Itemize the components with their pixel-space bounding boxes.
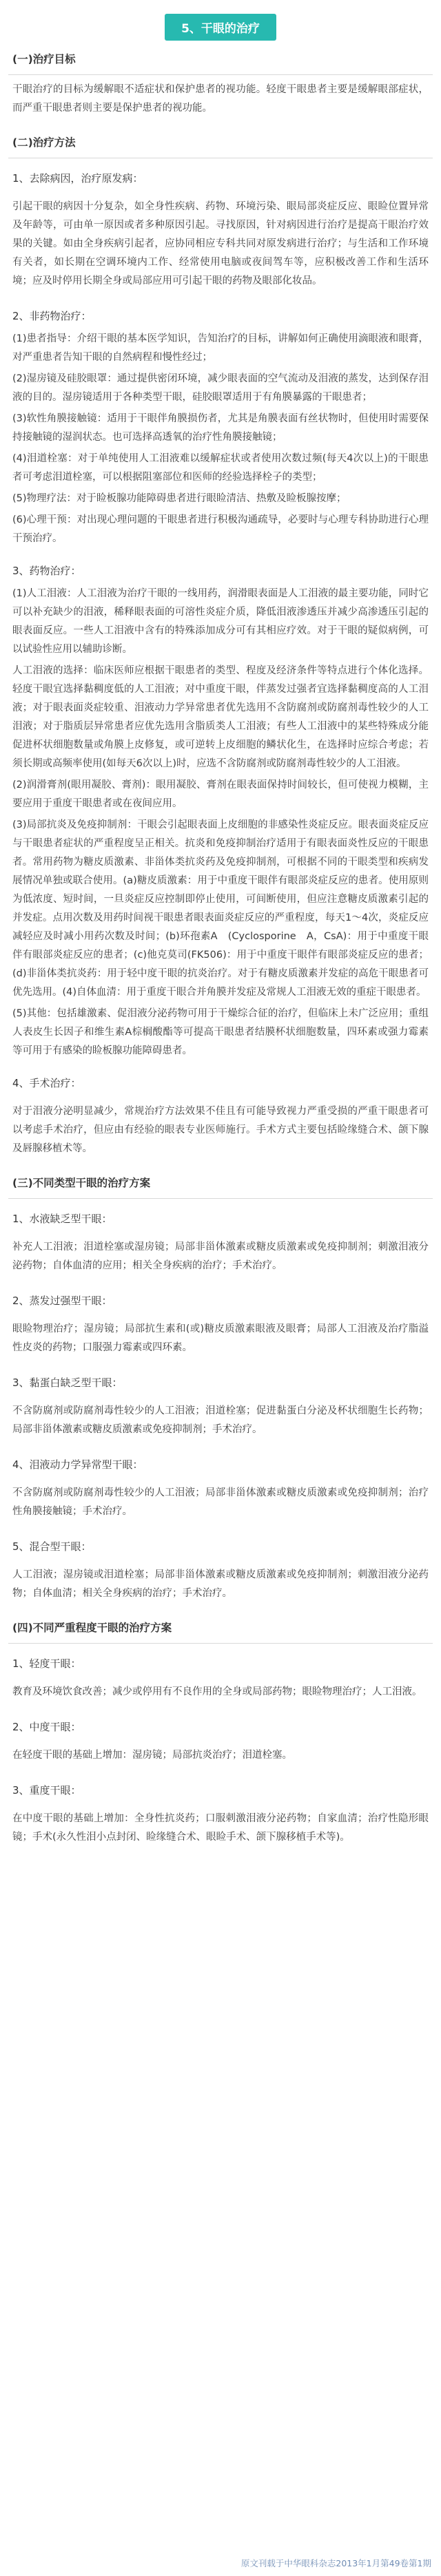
title-bar	[0, 0, 441, 40]
subheading-non-drug: 2、非药物治疗：	[12, 310, 92, 322]
drug-item: (2)润滑膏剂(眼用凝胶、膏剂)：眼用凝胶、膏剂在眼表面保持时间较长，但可使视力模糊，主要应用于重度干眼患者或在夜间应用。	[12, 779, 429, 809]
severity-paragraph: 在中度干眼的基础上增加：全身性抗炎药；口服刺激泪液分泌药物；自家血清；治疗性隐形眼镜；手术(永久性泪小点封闭、睑缘缝合术、眼睑手术、颌下腺移植手术等)。	[12, 1813, 429, 1843]
severity-subheading: 2、中度干眼：	[12, 1721, 81, 1733]
subheading-surgery: 4、手术治疗：	[12, 1077, 81, 1089]
subheading-etiology: 1、去除病因，治疗原发病：	[12, 172, 143, 185]
type-subheading: 5、混合型干眼：	[12, 1540, 92, 1553]
section-heading-goals: (一)治疗目标	[8, 44, 433, 75]
non-drug-item: (6)心理干预：对出现心理问题的干眼患者进行积极沟通疏导，必要时与心理专科协助进行心理干预治疗。	[12, 514, 429, 544]
type-paragraph: 不含防腐剂或防腐剂毒性较少的人工泪液；泪道栓塞；促进黏蛋白分泌及杯状细胞生长药物；局部非甾体激素或糖皮质激素或免疫抑制剂；手术治疗。	[12, 1405, 429, 1435]
subheading-drug: 3、药物治疗：	[12, 565, 81, 577]
severity-subheading: 1、轻度干眼：	[12, 1657, 81, 1670]
etiology-paragraph: 引起干眼的病因十分复杂，如全身性疾病、药物、环境污染、眼局部炎症反应、眼睑位置异常及年龄等，可由单一原因或者多种原因引起。寻找原因，针对病因进行治疗是提高干眼治疗效果的关键。如由全身疾病引起者，应协同相应专科共同对原发病进行治疗；与生活和工作环境有关者，如长期在空调环境内工作、经常使用电脑或夜间驾车等，应积极改善工作和生活环境；应及时停用长期全身或局部应用可引起干眼的药物及眼部化妆品。	[12, 201, 429, 286]
type-subheading: 2、蒸发过强型干眼：	[12, 1295, 112, 1307]
non-drug-item: (5)物理疗法：对于睑板腺功能障碍患者进行眼睑清洁、热敷及睑板腺按摩；	[12, 493, 347, 504]
type-paragraph: 不含防腐剂或防腐剂毒性较少的人工泪液；局部非甾体激素或糖皮质激素或免疫抑制剂；治疗性角膜接触镜；手术治疗。	[12, 1487, 429, 1517]
type-subheading: 4、泪液动力学异常型干眼：	[12, 1458, 143, 1471]
drug-item: (5)其他：包括雄激素、促泪液分泌药物可用于干燥综合征的治疗，但临床上未广泛应用；重组人表皮生长因子和维生素A棕榈酸酯等可提高干眼患者结膜杯状细胞数量，四环素或强力霉素等可用于有感染的睑板腺功能障碍患者。	[12, 1008, 429, 1056]
section-heading-by-severity: (四)不同严重程度干眼的治疗方案	[8, 1613, 433, 1644]
source-footnote: 原文刊载于中华眼科杂志2013年1月第49卷第1期	[240, 2558, 431, 2568]
section-title-badge: 5、干眼的治疗	[165, 14, 276, 41]
goals-paragraph: 干眼治疗的目标为缓解眼不适症状和保护患者的视功能。轻度干眼患者主要是缓解眼部症状，而严重干眼患者则主要是保护患者的视功能。	[12, 84, 429, 114]
section-heading-by-type: (三)不同类型干眼的治疗方案	[8, 1168, 433, 1199]
non-drug-item: (3)软性角膜接触镜：适用于干眼伴角膜损伤者，尤其是角膜表面有丝状物时，但使用时需要保持接触镜的湿润状态。也可选择高透氧的治疗性角膜接触镜；	[12, 413, 429, 443]
type-paragraph: 人工泪液；湿房镜或泪道栓塞；局部非甾体激素或糖皮质激素或免疫抑制剂；刺激泪液分泌药物；自体血清；相关全身疾病的治疗；手术治疗。	[12, 1569, 429, 1599]
drug-item: (1)人工泪液：人工泪液为治疗干眼的一线用药，润滑眼表面是人工泪液的最主要功能，同时它可以补充缺少的泪液，稀释眼表面的可溶性炎症介质，降低泪液渗透压并减少高渗透压引起的眼表面反应。一些人工泪液中含有的特殊添加成分可有其相应疗效。对于干眼的疑似病例，可以试验性应用以辅助诊断。	[12, 588, 429, 655]
drug-item: 人工泪液的选择：临床医师应根据干眼患者的类型、程度及经济条件等特点进行个体化选择。轻度干眼宜选择黏稠度低的人工泪液；对中重度干眼，伴蒸发过强者宜选择黏稠度高的人工泪液；对于眼表面炎症较重、泪液动力学异常患者优先选用不含防腐剂或防腐剂毒性较少的人工泪液；对于脂质层异常患者应优先选用含脂质类人工泪液；有些人工泪液中的某些特殊成分能促进杯状细胞数量或角膜上皮修复，或可逆转上皮细胞的鳞状化生，在选择时应综合考虑；若须长期或高频率使用(如每天6次以上)时，应选不含防腐剂或防腐剂毒性较少的人工泪液。	[12, 665, 429, 769]
type-subheading: 1、水液缺乏型干眼：	[12, 1213, 112, 1225]
severity-paragraph: 在轻度干眼的基础上增加：湿房镜；局部抗炎治疗；泪道栓塞。	[12, 1750, 292, 1761]
surgery-paragraph: 对于泪液分泌明显减少，常规治疗方法效果不佳且有可能导致视力严重受损的严重干眼患者可以考虑手术治疗，但应由有经验的眼表专业医师施行。手术方式主要包括睑缘缝合术、颌下腺及唇腺移植术等。	[12, 1106, 429, 1154]
severity-paragraph: 教育及环境饮食改善；减少或停用有不良作用的全身或局部药物；眼睑物理治疗；人工泪液。	[12, 1686, 422, 1697]
section-heading-methods: (二)治疗方法	[8, 127, 433, 158]
type-paragraph: 眼睑物理治疗；湿房镜；局部抗生素和(或)糖皮质激素眼液及眼膏；局部人工泪液及治疗脂溢性皮炎的药物；口服强力霉素或四环素。	[12, 1323, 429, 1353]
severity-subheading: 3、重度干眼：	[12, 1784, 81, 1797]
type-subheading: 3、黏蛋白缺乏型干眼：	[12, 1376, 123, 1389]
non-drug-item: (4)泪道栓塞：对于单纯使用人工泪液难以缓解症状或者使用次数过频(每天4次以上)的干眼患者可考虑泪道栓塞，可以根据阻塞部位和医师的经验选择栓子的类型；	[12, 453, 429, 483]
non-drug-item: (1)患者指导：介绍干眼的基本医学知识，告知治疗的目标，讲解如何正确使用滴眼液和眼膏，对严重患者告知干眼的自然病程和慢性经过；	[12, 333, 429, 363]
type-paragraph: 补充人工泪液；泪道栓塞或湿房镜；局部非甾体激素或糖皮质激素或免疫抑制剂；刺激泪液分泌药物；自体血清的应用；相关全身疾病的治疗；手术治疗。	[12, 1242, 429, 1271]
drug-item: (3)局部抗炎及免疫抑制剂：干眼会引起眼表面上皮细胞的非感染性炎症反应。眼表面炎症反应与干眼患者症状的严重程度呈正相关。抗炎和免疫抑制治疗适用于有眼表面炎性反应的干眼患者。常用药物为糖皮质激素、非甾体类抗炎药及免疫抑制剂，可根据不同的干眼类型和疾病发展情况单独或联合使用。(a)糖皮质激素：用于中重度干眼伴有眼部炎症反应的患者。使用原则为低浓度、短时间，一旦炎症反应控制即停止使用，可间断使用，但应注意糖皮质激素引起的并发症。点用次数及用药时间视干眼患者眼表面炎症反应的严重程度，每天1～4次，炎症反应减轻应及时减小用药次数及时间；(b)环孢素A (Cyclosporine A，CsA)：用于中重度干眼伴有眼部炎症反应的患者；(c)他克莫司(FK506)：用于中重度干眼伴有眼部炎症反应的患者；(d)非甾体类抗炎药：用于轻中度干眼的抗炎治疗。对于有糖皮质激素并发症的高危干眼患者可优先选用。(4)自体血清：用于重度干眼合并角膜并发症及常规人工泪液无效的重症干眼患者。	[12, 819, 429, 998]
non-drug-item: (2)湿房镜及硅胶眼罩：通过提供密闭环境，减少眼表面的空气流动及泪液的蒸发，达到保存泪液的目的。湿房镜适用于各种类型干眼，硅胶眼罩适用于有角膜暴露的干眼患者；	[12, 373, 429, 403]
